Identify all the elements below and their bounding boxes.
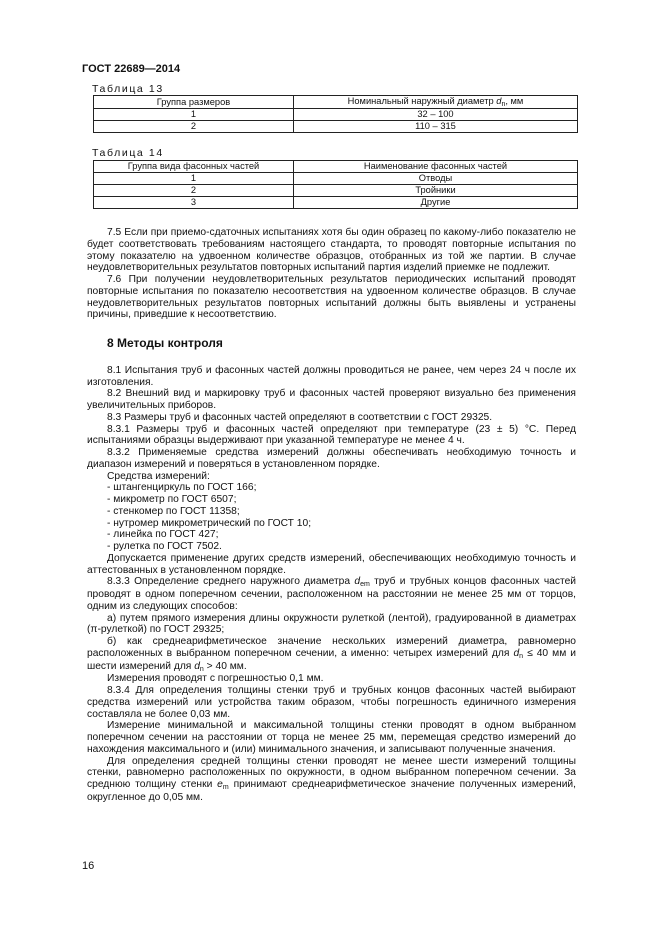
table-cell: 32 – 100 (294, 109, 578, 121)
list-item: - рулетка по ГОСТ 7502. (107, 541, 222, 552)
document-body (87, 227, 576, 804)
section-8-heading: 8 Методы контроля (107, 336, 223, 350)
table-cell: Отводы (294, 173, 578, 185)
table-row (94, 197, 578, 209)
paragraph-7-5: 7.5 Если при приемо-сдаточных испытаниях хотя бы один образец по какому-либо показателю не будет соответствовать требованиям настоящего стандарта, то проводят повторные испытания по этому показателю на удвоенном количестве образцов, отобранных из той же партии. В случае неудовлетворительных результатов повторных испытаний партия изделий приемке не подлежит. (87, 227, 576, 274)
paragraph-average-thickness: Для определения средней толщины стенки проводят не менее шести измерений толщины стенки, равномерно расположенных по окружности, в одном выбранном поперечном сечении. За среднюю толщину стенки $e_m$ принимают среднеарифметическое значение полученных измерений, округленное до 0,05 мм. (87, 755, 576, 803)
paragraph-8-2: 8.2 Внешний вид и маркировку труб и фасонных частей проверяют визуально без применения увеличительных приборов. (87, 388, 576, 411)
table-cell: Другие (294, 197, 578, 209)
table-13-col-group-header: Группа размеров (94, 96, 294, 109)
paragraph-8-3-1: 8.3.1 Размеры труб и фасонных частей определяют при температуре (23 ± 5) °С. Перед испытаниями образцы выдерживают при указанной температуре не менее 4 ч. (87, 423, 576, 447)
table-cell: 2 (94, 185, 294, 197)
paragraph-allowed-tools: Допускается применение других средств измерений, обеспечивающих необходимую точность и аттестованных в установленном порядке. (87, 552, 576, 576)
table-13-header-row (94, 96, 578, 109)
list-item: - микрометр по ГОСТ 6507; (107, 494, 237, 505)
paragraph-8-3-2: 8.3.2 Применяемые средства измерений должны обеспечивать необходимую точность и диапазон измерений и поверяться в установленном порядке. (87, 447, 576, 470)
table-14 (93, 160, 578, 209)
table-14-caption: Таблица 14 (92, 147, 164, 159)
paragraph-8-3-3: 8.3.3 Определение среднего наружного диаметра $d_{em}$ труб и трубных концов фасонных частей проводят в одном поперечном сечении, расположенном на расстоянии не менее 25 мм от торцов, одним из следующих способов: (87, 576, 577, 612)
paragraph-accuracy: Измерения проводят с погрешностью 0,1 мм. (107, 673, 324, 685)
paragraph-8-3-4: 8.3.4 Для определения толщины стенки труб и трубных концов фасонных частей выбирают средства измерений или устройства таким образом, чтобы погрешность единичного измерения составляла не более 0,03 мм. (87, 685, 576, 720)
document-header: ГОСТ 22689—2014 (82, 63, 181, 75)
paragraph-8-1: 8.1 Испытания труб и фасонных частей должны проводиться не ранее, чем через 24 ч после их изготовления. (87, 364, 576, 388)
table-cell: 1 (94, 109, 294, 121)
list-item: - штангенциркуль по ГОСТ 166; (107, 482, 257, 494)
table-14-col-group-header: Группа вида фасонных частей (94, 161, 294, 173)
list-item: - нутромер микрометрический по ГОСТ 10; (107, 517, 312, 529)
table-cell: 110 – 315 (294, 121, 578, 133)
table-13 (93, 95, 578, 133)
table-row (94, 185, 578, 197)
list-item: - стенкомер по ГОСТ 11358; (107, 505, 240, 517)
table-13-caption: Таблица 13 (92, 83, 164, 95)
table-cell: 3 (94, 197, 294, 209)
method-item-b: б) как среднеарифметическое значение нескольких измерений диаметра, равномерно расположенных в выбранном поперечном сечении, а именно: четырех измерений для $d_n \le 40$ мм и шести измерений для $d_n > 40$ мм. (87, 636, 576, 673)
paragraph-min-max-thickness: Измерение минимальной и максимальной толщины стенки проводят в одном выбранном поперечном сечении на расстоянии от торца не менее 25 мм, перемещая средство измерений до нахождения максимального и (или) минимального значения, и записывают полученные значения. (87, 720, 576, 755)
paragraph-7-6: 7.6 При получении неудовлетворительных результатов периодических испытаний проводят повторные испытания по показателю несоответствия на удвоенном количестве образцов. В случае неудовлетворительных результатов повторных испытаний должны быть выявлены и устранены причины, приведшие к несоответствию. (87, 274, 576, 321)
table-row (94, 109, 578, 121)
list-item: - линейка по ГОСТ 427; (107, 529, 219, 541)
page-number: 16 (82, 860, 95, 872)
paragraph-8-3: 8.3 Размеры труб и фасонных частей определяют в соответствии с ГОСТ 29325. (107, 411, 493, 423)
table-row (94, 121, 578, 133)
table-cell: 1 (94, 173, 294, 185)
table-14-col-name-header: Наименование фасонных частей (294, 161, 578, 173)
table-row (94, 173, 578, 185)
table-14-header-row (94, 161, 578, 173)
table-cell: 2 (94, 121, 294, 133)
tools-title: Средства измерений: (107, 470, 210, 482)
method-item-a: а) путем прямого измерения длины окружности рулеткой (лентой), градуированной в диаметрах (π-рулеткой) по ГОСТ 29325; (87, 612, 576, 636)
table-13-col-diameter-header: Номинальный наружный диаметр $d_n$, мм (294, 96, 578, 109)
table-cell: Тройники (294, 185, 578, 197)
